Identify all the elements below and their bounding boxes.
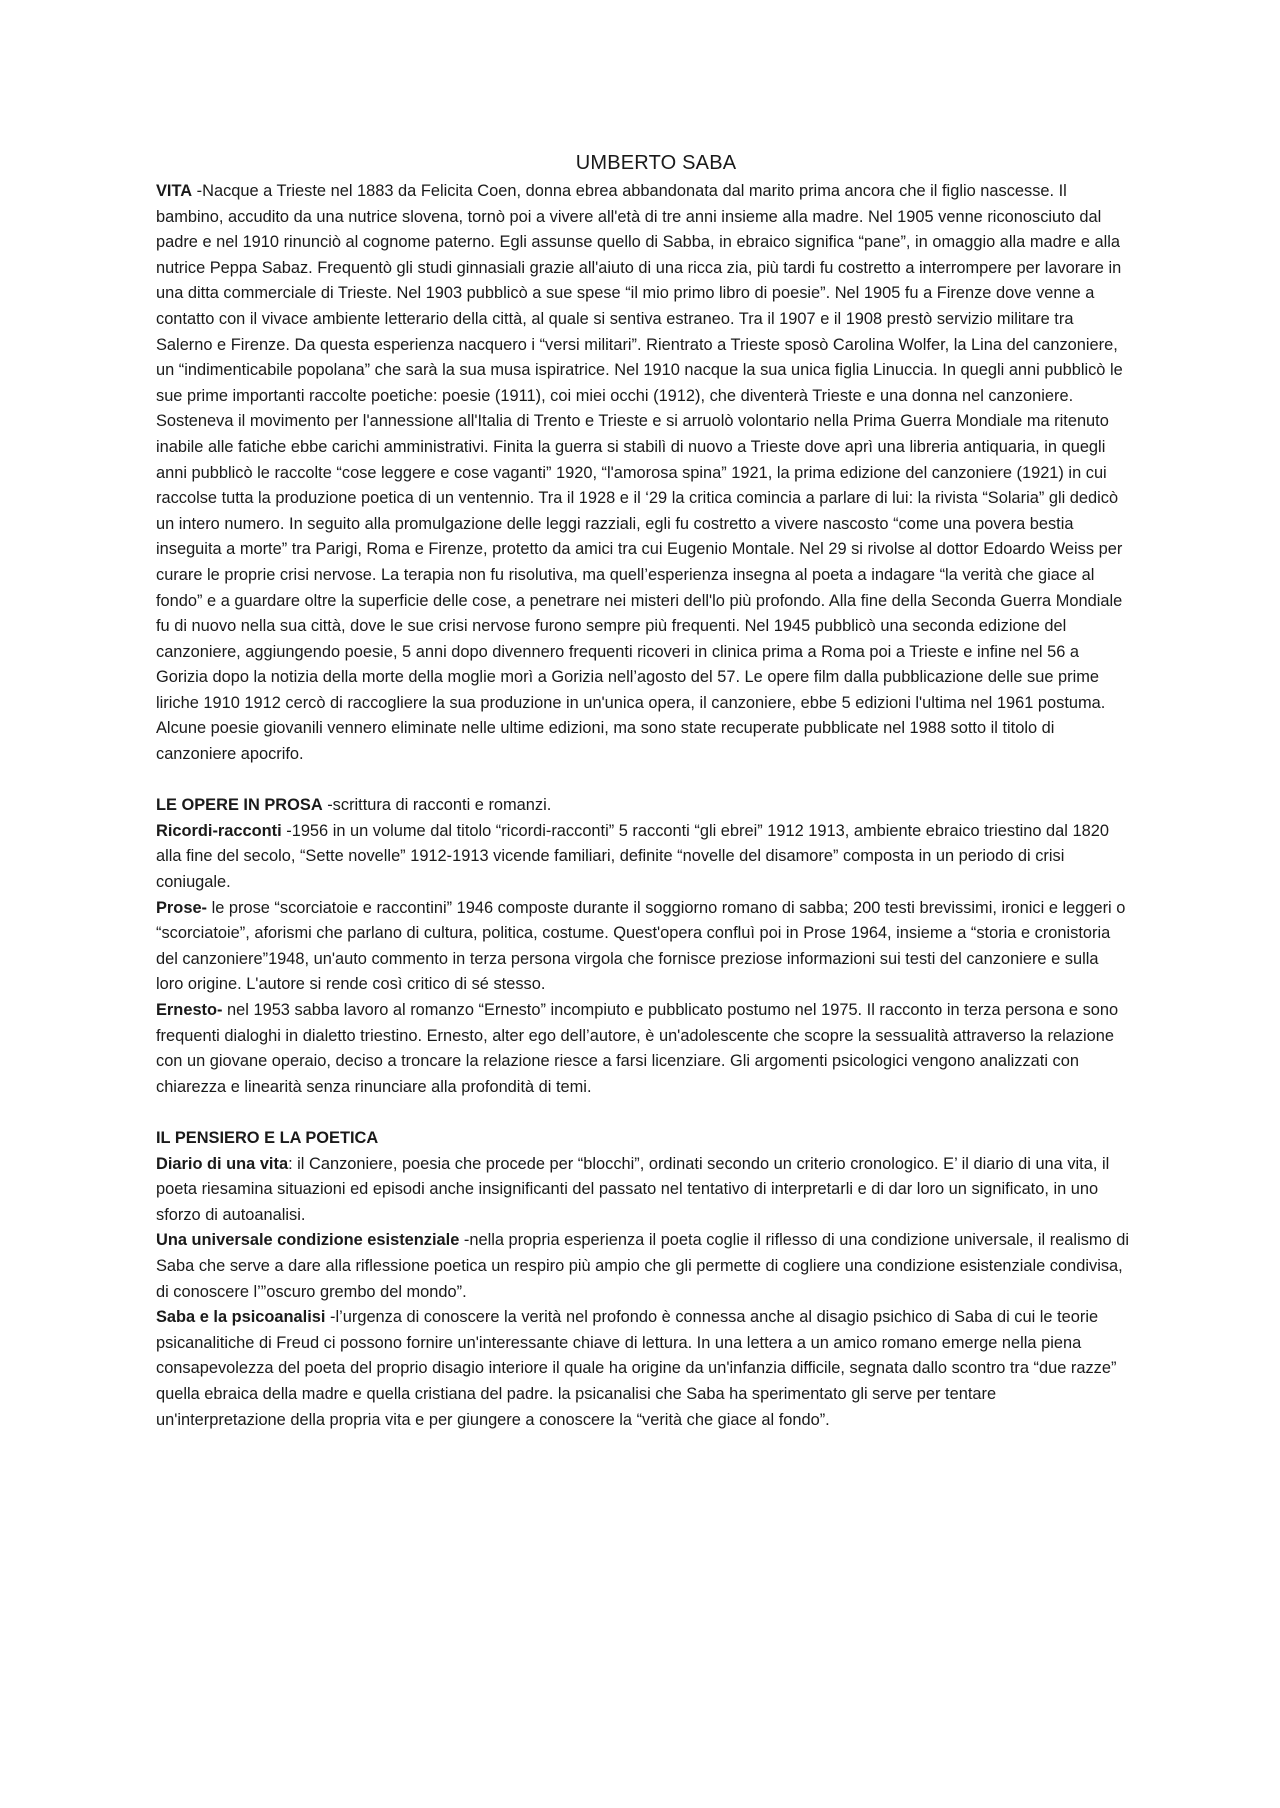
ricordi-label: Ricordi-racconti: [156, 821, 282, 840]
diario-text: : il Canzoniere, poesia che procede per “blocchi”, ordinati secondo un criterio cronologico. E’ il diario di una vita, il poeta riesamina situazioni ed episodi anche insignificanti del passato nel tentativo di interpretarli e di dar loro un significato, in uno sforzo di autoanalisi.: [156, 1154, 1110, 1224]
ernesto-paragraph: [156, 998, 1130, 1100]
ricordi-text: -1956 in un volume dal titolo “ricordi-racconti” 5 racconti “gli ebrei” 1912 1913, ambiente ebraico triestino dal 1820 alla fine del secolo, “Sette novelle” 1912-1913 vicende familiari, definite “novelle del disamore” composta in un periodo di crisi coniugale.: [156, 821, 1109, 892]
prosa-heading-text: -scrittura di racconti e romanzi.: [322, 796, 552, 815]
psicoanalisi-text: -l’urgenza di conoscere la verità nel profondo è connessa anche al disagio psichico di Saba di cui le teorie psicanalitiche di Freud ci possono fornire un'interessante chiave di lettura. In una lettera a un amico romano emerge nella piena consapevolezza del poeta del proprio disagio interiore il quale ha origine da un'infanzia difficile, segnata dallo scontro tra “due razze” quella ebraica della madre e quella cristiana del padre. la psicanalisi che Saba ha sperimentato gli serve per tentare un'interpretazione della propria vita e per giungere a conoscere la “verità che giace al fondo”.: [156, 1308, 1117, 1429]
prose-paragraph: [156, 896, 1130, 998]
spacer: [156, 1100, 1130, 1126]
prose-label: Prose-: [156, 898, 208, 917]
pensiero-heading-label: IL PENSIERO E LA POETICA: [156, 1128, 379, 1147]
page-title: UMBERTO SABA: [575, 152, 737, 174]
psicoanalisi-label: Saba e la psicoanalisi: [156, 1308, 326, 1327]
universale-text: -nella propria esperienza il poeta coglie il riflesso di una condizione universale, il realismo di Saba che serve a dare alla riflessione poetica un respiro più ampio che gli permette di cogliere una condizione esistenziale condivisa, di conoscere l’”oscuro grembo del mondo”.: [156, 1231, 1129, 1301]
universale-label: Una universale condizione esistenziale: [156, 1231, 460, 1250]
pensiero-heading: [156, 1126, 1130, 1152]
prose-text: le prose “scorciatoie e raccontini” 1946 composte durante il soggiorno romano di sabba; 200 testi brevissimi, ironici e leggeri o “scorciatoie”, aforismi che parlano di cultura, politica, costume. Quest'opera confluì poi in Prose 1964, insieme a “storia e cronistoria del canzoniere”1948, un'auto commento in terza persona virgola che fornisce preziose informazioni sui testi del canzoniere e sulla loro origine. L'autore si rende così critico di sé stesso.: [156, 898, 1126, 994]
diario-label: Diario di una vita: [156, 1154, 289, 1173]
vita-text: -Nacque a Trieste nel 1883 da Felicita Coen, donna ebrea abbandonata dal marito prima ancora che il figlio nascesse. Il bambino, accudito da una nutrice slovena, tornò poi a vivere all'età di tre anni insieme alla madre. Nel 1905 venne riconosciuto dal padre e nel 1910 rinunciò al cognome paterno. Egli assunse quello di Sabba, in ebraico significa “pane”, in omaggio alla madre e alla nutrice Peppa Sabaz. Frequentò gli studi ginnasiali grazie all'aiuto di una ricca zia, più tardi fu costretto a interrompere per lavorare in una ditta commerciale di Trieste. Nel 1903 pubblicò a sue spese “il mio primo libro di poesie”. Nel 1905 fu a Firenze dove venne a contatto con il vivace ambiente letterario della città, al quale si sentiva estraneo. Tra il 1907 e il 1908 prestò servizio militare tra Salerno e Firenze. Da questa esperienza nacquero i “versi militari”. Rientrato a Trieste sposò Carolina Wolfer, la Lina del canzoniere, un “indimenticabile popolana” che sarà la sua musa ispiratrice. Nel 1910 nacque la sua unica figlia Linuccia. In quegli anni pubblicò le sue prime importanti raccolte poetiche: poesie (1911), coi miei occhi (1912), che diventerà Trieste e una donna nel canzoniere. Sosteneva il movimento per l'annessione all'Italia di Trento e Trieste e si arruolò volontario nella Prima Guerra Mondiale ma ritenuto inabile alle fatiche ebbe carichi amministrativi. Finita la guerra si stabilì di nuovo a Trieste dove aprì una libreria antiquaria, in quegli anni pubblicò le raccolte “cose leggere e cose vaganti” 1920, “l'amorosa spina” 1921, la prima edizione del canzoniere (1921) in cui raccolse tutta la produzione poetica di un ventennio. Tra il 1928 e il ‘29 la critica comincia a parlare di lui: la rivista “Solaria” gli dedicò un intero numero. In seguito alla promulgazione delle leggi razziali, egli fu costretto a vivere nascosto “come una povera bestia inseguita a morte” tra Parigi, Roma e Firenze, protetto da amici tra cui Eugenio Montale. Nel 29 si rivolse al dottor Edoardo Weiss per curare le proprie crisi nervose. La terapia non fu risolutiva, ma quell’esperienza insegna al poeta a indagare “la verità che giace al fondo” e a guardare oltre la superficie delle cose, a penetrare nei misteri dell'lo più profondo. Alla fine della Seconda Guerra Mondiale fu di nuovo nella sua città, dove le sue crisi nervose furono sempre più frequenti. Nel 1945 pubblicò una seconda edizione del canzoniere, aggiungendo poesie, 5 anni dopo divennero frequenti ricoveri in clinica prima a Roma poi a Trieste e infine nel 56 a Gorizia dopo la notizia della morte della moglie morì a Gorizia nell’agosto del 57. Le opere film dalla pubblicazione delle sue prime liriche 1910 1912 cercò di raccogliere la sua produzione in un'unica opera, il canzoniere, ebbe 5 edizioni l'ultima nel 1961 postuma. Alcune poesie giovanili vennero eliminate nelle ultime edizioni, ma sono state recuperate pubblicate nel 1988 sotto il titolo di canzoniere apocrifo.: [156, 182, 1123, 764]
psicoanalisi-paragraph: [156, 1305, 1130, 1433]
ricordi-paragraph: [156, 819, 1130, 896]
spacer: [156, 768, 1130, 794]
prosa-heading: [156, 793, 1130, 819]
ernesto-text: nel 1953 sabba lavoro al romanzo “Ernesto” incompiuto e pubblicato postumo nel 1975. Il racconto in terza persona e sono frequenti dialoghi in dialetto triestino. Ernesto, alter ego dell’autore, è un'adolescente che scopre la sessualità attraverso la relazione con un giovane operaio, deciso a troncare la relazione riesce a farsi licenziare. Gli argomenti psicologici vengono analizzati con chiarezza e linearità senza rinunciare alla profondità di temi.: [156, 1001, 1119, 1096]
ernesto-label: Ernesto-: [156, 1001, 223, 1019]
vita-label: VITA: [156, 182, 193, 200]
vita-paragraph: [156, 179, 1130, 768]
prosa-heading-label: LE OPERE IN PROSA: [156, 796, 323, 815]
diario-paragraph: [156, 1152, 1130, 1229]
universale-paragraph: [156, 1228, 1130, 1305]
